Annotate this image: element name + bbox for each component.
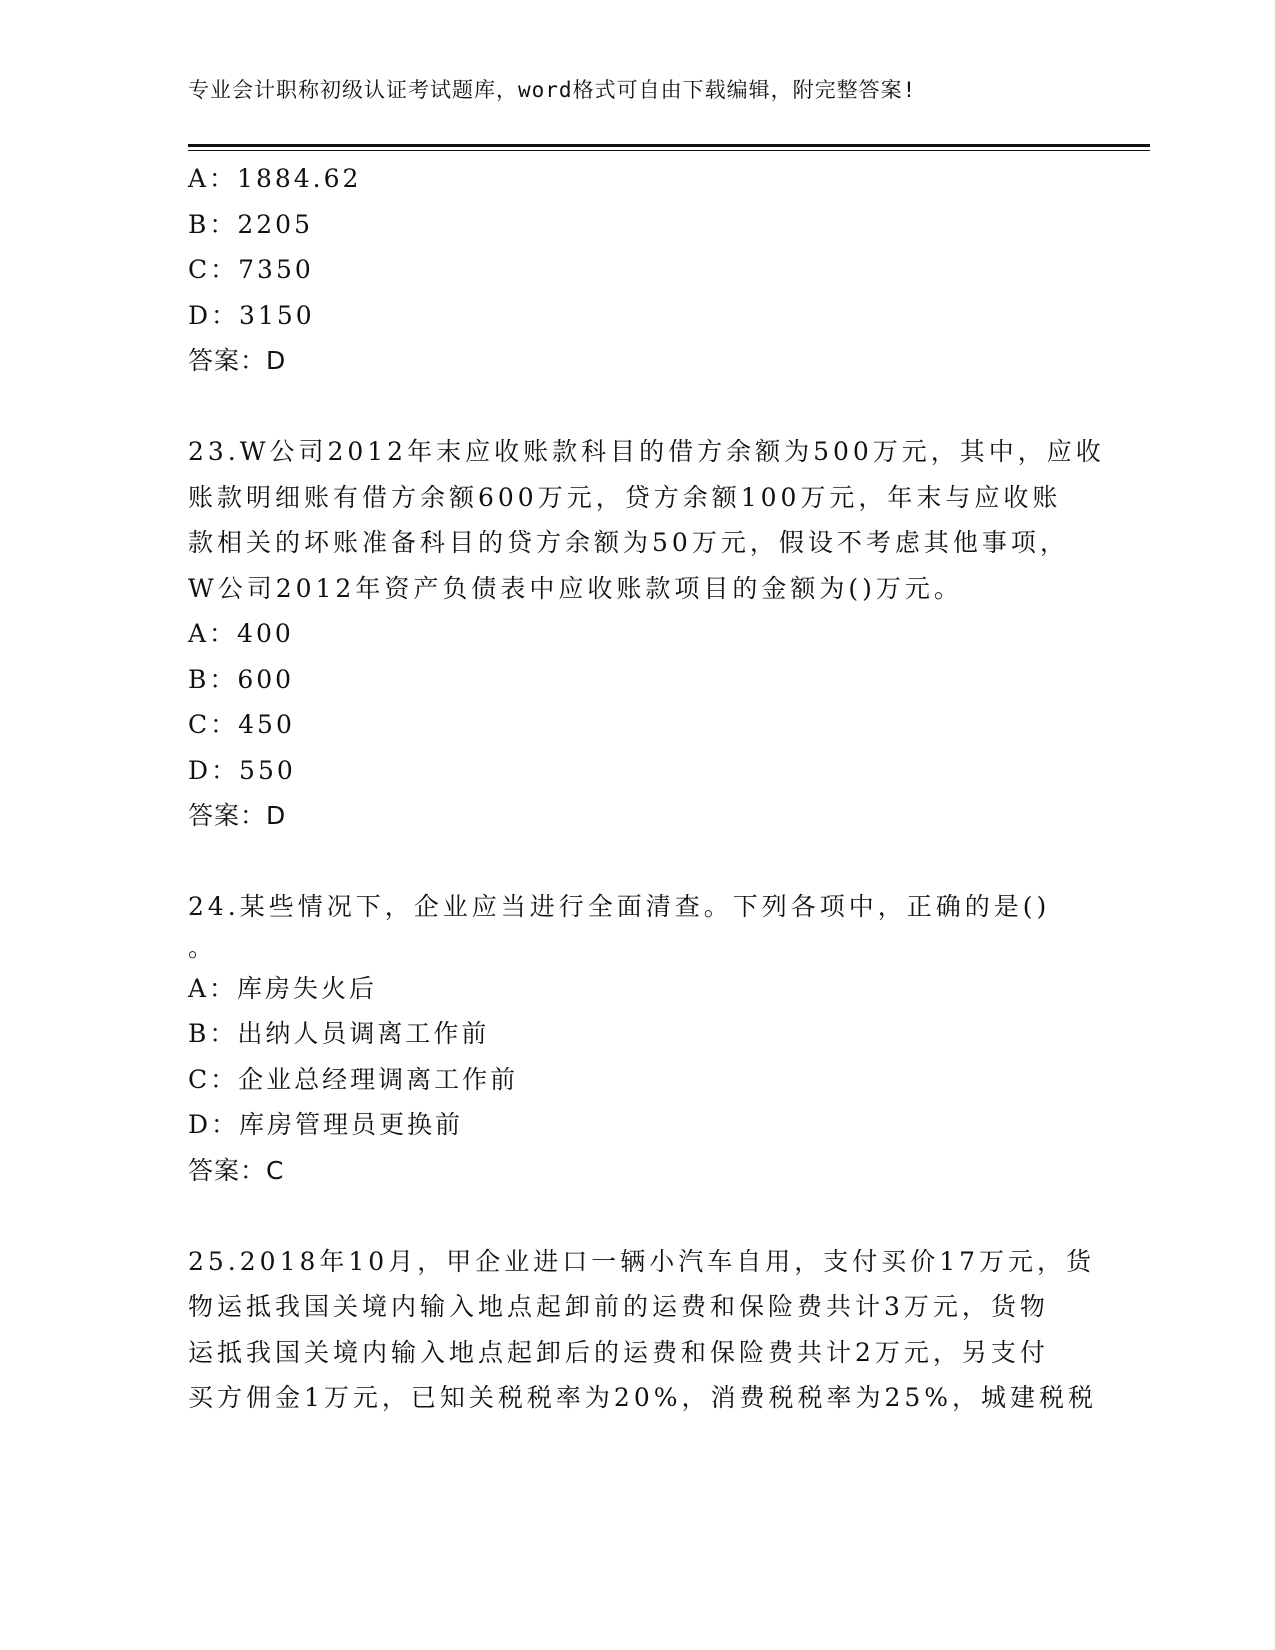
question-line: 物运抵我国关境内输入地点起卸前的运费和保险费共计3万元，货物 (188, 1292, 1049, 1321)
document-body (188, 156, 1105, 1421)
question-line: 款相关的坏账准备科目的贷方余额为50万元，假设不考虑其他事项， (188, 528, 1069, 557)
question-line: W公司2012年资产负债表中应收账款项目的金额为()万元。 (188, 573, 963, 603)
option-b: B：2205 (188, 209, 313, 239)
option-a: A：1884.62 (188, 164, 362, 193)
question-line: 。 (188, 932, 218, 962)
spacer (188, 384, 1088, 430)
question-line: 账款明细账有借方余额600万元，贷方余额100万元，年末与应收账 (188, 482, 1062, 512)
question-line: 买方佣金1万元，已知关税税率为20%，消费税税率为25%，城建税税 (188, 1383, 1098, 1412)
question-25 (188, 1239, 1098, 1421)
option-a: A：400 (188, 619, 294, 648)
option-c: C：7350 (188, 255, 314, 284)
spacer (188, 1193, 1088, 1239)
spacer (188, 839, 1088, 885)
header-rule-thin (188, 150, 1150, 151)
option-c: C：450 (188, 710, 295, 739)
option-b: B：600 (188, 664, 295, 694)
question-line: 25.2018年10月，甲企业进口一辆小汽车自用，支付买价17万元，货 (188, 1246, 1096, 1276)
answer: 答案：C (188, 1155, 285, 1185)
option-d: D：库房管理员更换前 (188, 1110, 464, 1139)
question-line: 运抵我国关境内输入地点起卸后的运费和保险费共计2万元，另支付 (188, 1337, 1049, 1367)
option-d: D：550 (188, 755, 296, 785)
question-line: 23.W公司2012年末应收账款科目的借方余额为500万元，其中，应收 (188, 437, 1105, 466)
page-header: 专业会计职称初级认证考试题库，word格式可自由下载编辑，附完整答案! (188, 78, 917, 102)
question-23 (188, 429, 1105, 839)
question-line: 24.某些情况下，企业应当进行全面清查。下列各项中，正确的是() (188, 892, 1051, 921)
option-b: B：出纳人员调离工作前 (188, 1019, 490, 1048)
header-rule-thick (188, 144, 1150, 147)
question-text (188, 429, 1105, 611)
answer: 答案：D (188, 346, 287, 375)
option-c: C：企业总经理调离工作前 (188, 1064, 519, 1094)
question-22 (188, 156, 1088, 384)
question-text (188, 884, 1088, 966)
question-24 (188, 884, 1088, 1193)
option-d: D：3150 (188, 300, 315, 330)
answer: 答案：D (188, 801, 287, 830)
option-a: A：库房失火后 (188, 973, 378, 1003)
question-text (188, 1239, 1098, 1421)
